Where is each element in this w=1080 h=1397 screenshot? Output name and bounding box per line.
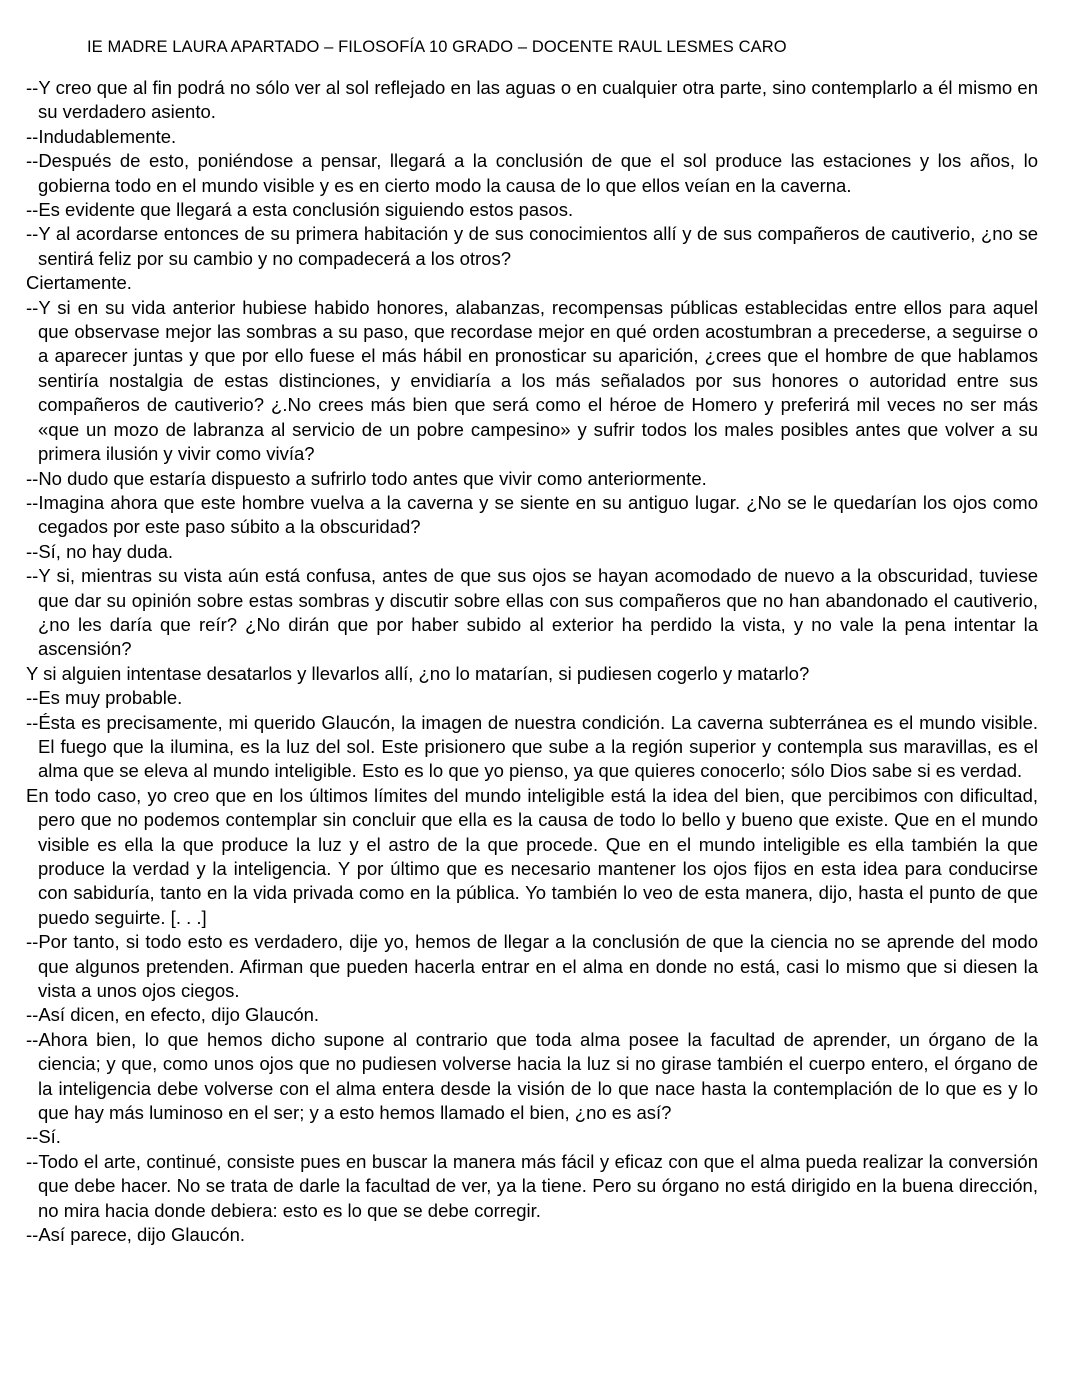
paragraph-11: --Y si, mientras su vista aún está confusa, antes de que sus ojos se hayan acomodado de nuevo a la obscuridad, tuviese que dar su opinión sobre estas sombras y discutir sobre ellas con sus compañeros que no han abandonado el cautiverio, ¿no les daría que reír? ¿No dirán que por haber subido al exterior ha perdido la vista, y no vale la pena intentar la ascensión? — [26, 565, 1038, 660]
dialogue-text — [26, 76, 1038, 1248]
paragraph-5: --Y al acordarse entonces de su primera habitación y de sus conocimientos allí y de sus compañeros de cautiverio, ¿no se sentirá feliz por su cambio y no compadecerá a los otros? — [26, 223, 1038, 269]
paragraph-4: --Es evidente que llegará a esta conclusión siguiendo estos pasos. — [26, 199, 574, 221]
paragraph-3: --Después de esto, poniéndose a pensar, llegará a la conclusión de que el sol produce las estaciones y los años, lo gobierna todo en el mundo visible y es en cierto modo la causa de lo que ellos veían en la caverna. — [26, 150, 1038, 196]
paragraph-1: --Y creo que al fin podrá no sólo ver al sol reflejado en las aguas o en cualquier otra parte, sino contemplarlo a él mismo en su verdadero asiento. — [26, 77, 1038, 123]
paragraph-16: --Por tanto, si todo esto es verdadero, dije yo, hemos de llegar a la conclusión de que la ciencia no se aprende del modo que algunos pretenden. Afirman que pueden hacerla entrar en el alma en donde no está, casi lo mismo que si diesen la vista a unos ojos ciegos. — [26, 931, 1038, 1002]
paragraph-6: Ciertamente. — [26, 272, 132, 294]
paragraph-13: --Es muy probable. — [26, 687, 183, 709]
paragraph-8: --No dudo que estaría dispuesto a sufrirlo todo antes que vivir como anteriormente. — [26, 467, 707, 489]
paragraph-12: Y si alguien intentase desatarlos y llevarlos allí, ¿no lo matarían, si pudiesen cogerlo y matarlo? — [26, 662, 810, 684]
paragraph-7: --Y si en su vida anterior hubiese habido honores, alabanzas, recompensas públicas establecidas entre ellos para aquel que observase mejor las sombras a su paso, que recordase mejor en qué orden acostumbran a precederse, a seguirse o a aparecer juntas y que por ello fuese el más hábil en pronosticar su aparición, ¿crees que el hombre de que hablamos sentiría nostalgia de estas distinciones, y envidiaría a los más señalados por sus honores o autoridad entre sus compañeros de cautiverio? ¿.No crees más bien que será como el héroe de Homero y preferirá mil veces no ser más «que un mozo de labranza al servicio de un pobre campesino» y sufrir todos los males posibles antes que volver a su primera ilusión y vivir como vivía? — [26, 296, 1038, 465]
paragraph-20: --Todo el arte, continué, consiste pues en buscar la manera más fácil y eficaz con que el alma pueda realizar la conversión que debe hacer. No se trata de darle la facultad de ver, ya la tiene. Pero su órgano no está dirigido en la buena dirección, no mira hacia donde debiera: esto es lo que se debe corregir. — [26, 1150, 1038, 1221]
paragraph-19: --Sí. — [26, 1126, 61, 1148]
paragraph-9: --Imagina ahora que este hombre vuelva a la caverna y se siente en su antiguo lugar. ¿No se le quedarían los ojos como cegados por este paso súbito a la obscuridad? — [26, 491, 1038, 538]
paragraph-10: --Sí, no hay duda. — [26, 540, 174, 562]
paragraph-2: --Indudablemente. — [26, 125, 177, 147]
paragraph-15: En todo caso, yo creo que en los últimos límites del mundo inteligible está la idea del bien, que percibimos con dificultad, pero que no podemos contemplar sin concluir que ella es la causa de todo lo bello y bueno que existe. Que en el mundo visible es ella la que produce la luz y el astro de la que procede. Que en el mundo inteligible es ella también la que produce la verdad y la inteligencia. Y por último que es necesario mantener los ojos fijos en esta idea para conducirse con sabiduría, tanto en la vida privada como en la pública. Yo también lo veo de esta manera, dijo, hasta el punto de que puedo seguirte. [. . .] — [26, 784, 1038, 928]
paragraph-14: --Ésta es precisamente, mi querido Glaucón, la imagen de nuestra condición. La caverna subterránea es el mundo visible. El fuego que la ilumina, es la luz del sol. Este prisionero que sube a la región superior y contempla sus maravillas, es el alma que se eleva al mundo inteligible. Esto es lo que yo pienso, ya que quieres conocerlo; sólo Dios sabe si es verdad. — [26, 711, 1038, 782]
paragraph-21: --Así parece, dijo Glaucón. — [26, 1224, 246, 1246]
paragraph-17: --Así dicen, en efecto, dijo Glaucón. — [26, 1004, 320, 1026]
paragraph-18: --Ahora bien, lo que hemos dicho supone al contrario que toda alma posee la facultad de aprender, un órgano de la ciencia; y que, como unos ojos que no pudiesen volverse hacia la luz si no girase también el cuerpo entero, el órgano de la inteligencia debe volverse con el alma entera desde la visión de lo que nace hasta la contemplación de lo que es y lo que hay más luminoso en el ser; y a esto hemos llamado el bien, ¿no es así? — [26, 1028, 1038, 1124]
page-header: IE MADRE LAURA APARTADO – FILOSOFÍA 10 GRADO – DOCENTE RAUL LESMES CARO — [87, 38, 787, 56]
